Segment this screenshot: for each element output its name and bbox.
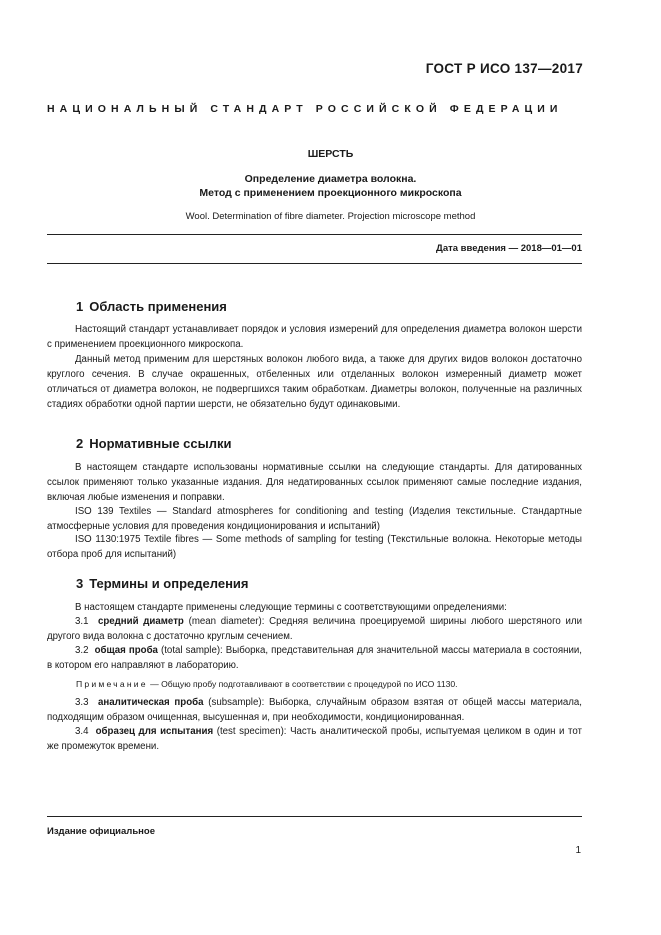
official-edition: Издание официальное — [47, 826, 155, 837]
note — [76, 678, 582, 691]
note-label: Примечание — [76, 679, 148, 689]
section-3-intro — [47, 600, 582, 615]
section-1-paragraph-1 — [47, 322, 582, 352]
subtitle-line-1: Определение диаметра волокна. — [244, 173, 417, 185]
term-3-1 — [47, 614, 582, 644]
term-3-2 — [47, 643, 582, 673]
gost-code: ГОСТ Р ИСО 137—2017 — [425, 61, 583, 76]
section-2-paragraph-1 — [47, 460, 582, 505]
document-subtitle — [47, 172, 614, 200]
introduction-date: Дата введения — 2018—01—01 — [436, 243, 582, 254]
subtitle-line-2: Метод с применением проекционного микроскопа — [199, 187, 462, 199]
section-1-heading — [76, 299, 227, 314]
english-title: Wool. Determination of fibre diameter. Projection microscope method — [185, 211, 476, 222]
term-name: общая проба — [94, 645, 158, 656]
paragraph-text: Данный метод применим для шерстяных волокон любого вида, а также для других видов волокон достаточно круглого сечения. В случае окрашенных, отбеленных или отделанных волокон измеренный диаметр может отличаться от диаметра волокон, не подвергшихся таким обработкам. Диаметры волокон, полученные на различных стадиях обработки одной партии шерсти, не обязательно будут одинаковыми. — [47, 354, 582, 410]
paragraph-text: Настоящий стандарт устанавливает порядок и условия измерений для определения диаметра волокон шерсти с применением проекционного микроскопа. — [47, 324, 582, 350]
section-1-paragraph-2 — [47, 352, 582, 412]
footer-divider — [47, 816, 582, 817]
national-standard-heading: НАЦИОНАЛЬНЫЙ СТАНДАРТ РОССИЙСКОЙ ФЕДЕРАЦИИ — [47, 103, 563, 115]
term-number: 3.2 — [75, 645, 89, 656]
page-number: 1 — [575, 845, 581, 856]
section-2-reference-iso-1130 — [47, 532, 582, 562]
term-number: 3.4 — [75, 726, 89, 737]
note-text: — Общую пробу подготавливают в соответствии с процедурой по ИСО 1130. — [147, 679, 458, 689]
term-number: 3.3 — [75, 697, 89, 708]
term-name: средний диаметр — [97, 616, 184, 627]
paragraph-text: ISO 1130:1975 Textile fibres — Some methods of sampling for testing (Текстильные волокна. Некоторые методы отбора проб для испытаний) — [47, 534, 582, 560]
section-2-reference-iso-139 — [47, 504, 582, 534]
divider-top — [47, 234, 582, 235]
section-title: Нормативные ссылки — [89, 436, 232, 451]
term-definition: (subsample): Выборка, случайным образом взятая от общей массы материала, подходящим образом очищенная, высушенная и, при необходимости, кондиционированная. — [47, 697, 582, 723]
term-definition: (mean diameter): Средняя величина проецируемой ширины любого шерстяного или другого вида волокна с достаточно круглым сечением. — [47, 616, 582, 642]
divider-bottom — [47, 263, 582, 264]
document-title: ШЕРСТЬ — [307, 148, 354, 160]
term-name: аналитическая проба — [98, 697, 204, 708]
term-3-3 — [47, 695, 582, 725]
section-number: 1 — [76, 299, 84, 314]
section-number: 3 — [76, 576, 84, 591]
section-title: Термины и определения — [89, 576, 249, 591]
term-3-4 — [47, 724, 582, 754]
paragraph-text: ISO 139 Textiles — Standard atmospheres for conditioning and testing (Изделия текстильные. Стандартные атмосферные условия для проведения кондиционирования и испытаний) — [47, 506, 582, 532]
paragraph-text: В настоящем стандарте применены следующие термины с соответствующими определениями: — [75, 602, 507, 613]
section-title: Область применения — [89, 299, 227, 314]
section-number: 2 — [76, 436, 84, 451]
term-definition: (test specimen): Часть аналитической пробы, испытуемая целиком в один и тот же промежуток времени. — [47, 726, 582, 752]
section-3-heading — [76, 576, 249, 591]
term-name: образец для испытания — [95, 726, 214, 737]
term-definition: (total sample): Выборка, представительная для значительной массы материала в состоянии, в котором его направляют в лабораторию. — [47, 645, 583, 671]
section-2-heading — [76, 436, 231, 451]
term-number: 3.1 — [75, 616, 89, 627]
paragraph-text: В настоящем стандарте использованы нормативные ссылки на следующие стандарты. Для датированных ссылок применяют только указанные издания. Для недатированных ссылок применяют самые последние издания, включая любые изменения и поправки. — [47, 462, 582, 503]
